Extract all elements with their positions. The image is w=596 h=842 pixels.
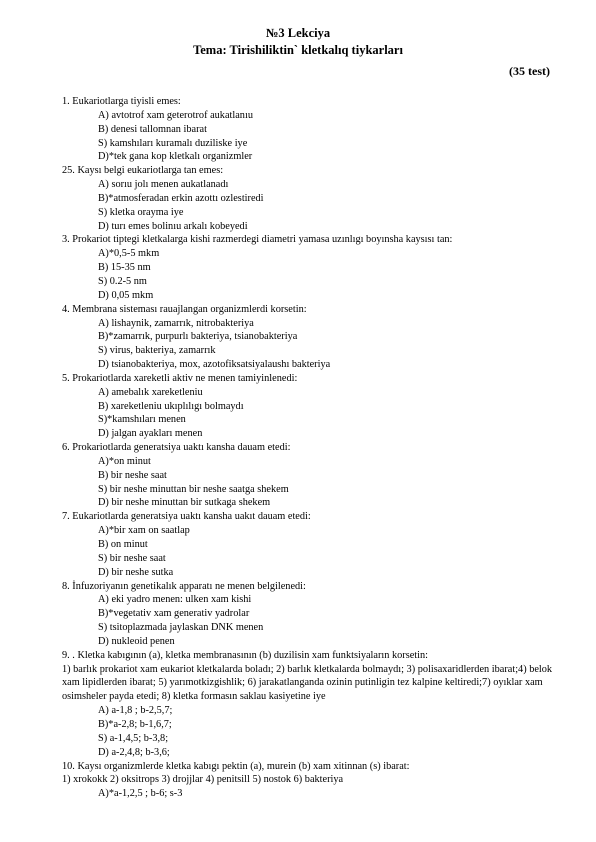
answer-option: D) bir neshe minuttan bir sutkaga shekem [98,497,271,509]
answer-option: S) virus, bakteriya, zamarrık [98,345,216,357]
answer-option: B)*vegetativ xam generativ yadrolar [98,608,250,620]
answer-option: A) avtotrof xam geterotrof aukatlanıu [98,109,253,121]
lecture-topic: Tema: Tirishiliktin` kletkalıq tiykarları [193,43,403,57]
question-text: 6. Prokariotlarda generatsiya uaktı kansha dauam etedi: [62,442,291,454]
answer-option: S) kamshıları kuramalı duziliske iye [98,137,248,149]
answer-option: B)*zamarrık, purpurlı bakteriya, tsianobakteriya [98,331,298,343]
answer-option: B) 15-35 nm [98,262,151,274]
answer-option: B)*a-2,8; b-1,6,7; [98,718,172,730]
answer-option: S) bir neshe saat [98,552,166,564]
question-text: 9. . Kletka kabıgının (a), kletka membranasının (b) duzilisin xam funktsiyaların korsetin: [62,649,429,661]
question-text: 1. Eukariotlarga tiyisli emes: [62,96,181,107]
answer-option: B) bir neshe saat [98,469,167,481]
answer-option: S) 0.2-5 nm [98,275,147,287]
answer-option: D) nukleoid penen [98,635,175,647]
answer-option: A)*bir xam on saatlap [98,525,190,537]
question-text: 7. Eukariotlarda generatsiya uaktı kansha uakıt dauam etedi: [62,511,311,523]
answer-option: A)*a-1,2,5 ; b-6; s-3 [98,788,183,800]
answer-option: D) 0,05 mkm [98,289,154,301]
answer-option: S) bir neshe minuttan bir neshe saatga shekem [98,483,289,495]
lecture-title: №3 Lekciya [265,26,331,40]
answer-option: S)*kamshıları menen [98,414,186,426]
answer-option: A)*0,5-5 mkm [98,248,160,260]
question-text: 5. Prokariotlarda xareketli aktiv ne menen tamiyinlenedi: [62,372,298,384]
answer-option: A) a-1,8 ; b-2,5,7; [98,705,173,717]
answer-option: A) eki yadro menen: ulken xam kishi [98,594,252,606]
answer-option: D) a-2,4,8; b-3,6; [98,746,170,758]
question-text: 3. Prokariot tiptegi kletkalarga kishi razmerdegi diametri yamasa uzınlıgı boyınsha kaysısı tan: [62,234,453,246]
answer-option: S) a-1,4,5; b-3,8; [98,732,169,744]
answer-option: B) xareketleniu ukıplılıgı bolmaydı [98,400,244,412]
answer-option: D)*tek gana kop kletkalı organizmler [98,151,253,163]
question-list [62,95,562,801]
question-paragraph: 1) barlık prokariot xam eukariot kletkalarda boladı; 2) barlık kletkalarda bolmaydı; 3) polisaxaridlerden ibarat;4) belok xam lipidlerden ibarat; 5) yarımotkizgishlik; 6) jarakatlanganda ozinin putinligin tez kalpine keltiredi;7) oyıklar xam osimsheler payda etedi; 8) kletka formasın saklau kasiyetine iye [62,663,553,703]
question-text: 4. Membrana sisteması rauajlangan organizmlerdi korsetin: [62,303,307,315]
answer-option: D) turı emes bolinıu arkalı kobeyedi [98,220,248,232]
answer-option: A)*on minut [98,455,151,467]
answer-option: S) tsitoplazmada jaylaskan DNK menen [98,622,264,634]
question-text: 25. Kaysı belgi eukariotlarga tan emes: [62,165,224,177]
test-count: (35 test) [509,64,550,78]
answer-option: A) amebalık xareketleniu [98,386,203,398]
answer-option: A) lishaynik, zamarrık, nitrobakteriya [98,317,254,329]
answer-option: S) kletka orayma iye [98,206,184,218]
question-text: 10. Kaysı organizmlerde kletka kabıgı pektin (a), murein (b) xam xitinnan (s) ibarat: [62,760,410,772]
question-text: 8. İnfuzoriyanın genetikalık apparatı ne menen belgilenedi: [62,580,306,592]
answer-option: A) sorıu jolı menen aukatlanadı [98,179,229,191]
answer-option: B) denesi tallomnan ibarat [98,123,207,135]
answer-option: D) bir neshe sutka [98,566,174,578]
answer-option: B)*atmosferadan erkin azottı ozlestiredi [98,192,264,204]
question-paragraph: 1) xrokokk 2) oksitrops 3) drojjlar 4) penitsill 5) nostok 6) bakteriya [62,774,344,786]
answer-option: D) tsianobakteriya, mox, azotofiksatsiyalaushı bakteriya [98,359,331,371]
answer-option: D) jalgan ayakları menen [98,428,203,440]
answer-option: B) on minut [98,539,148,550]
